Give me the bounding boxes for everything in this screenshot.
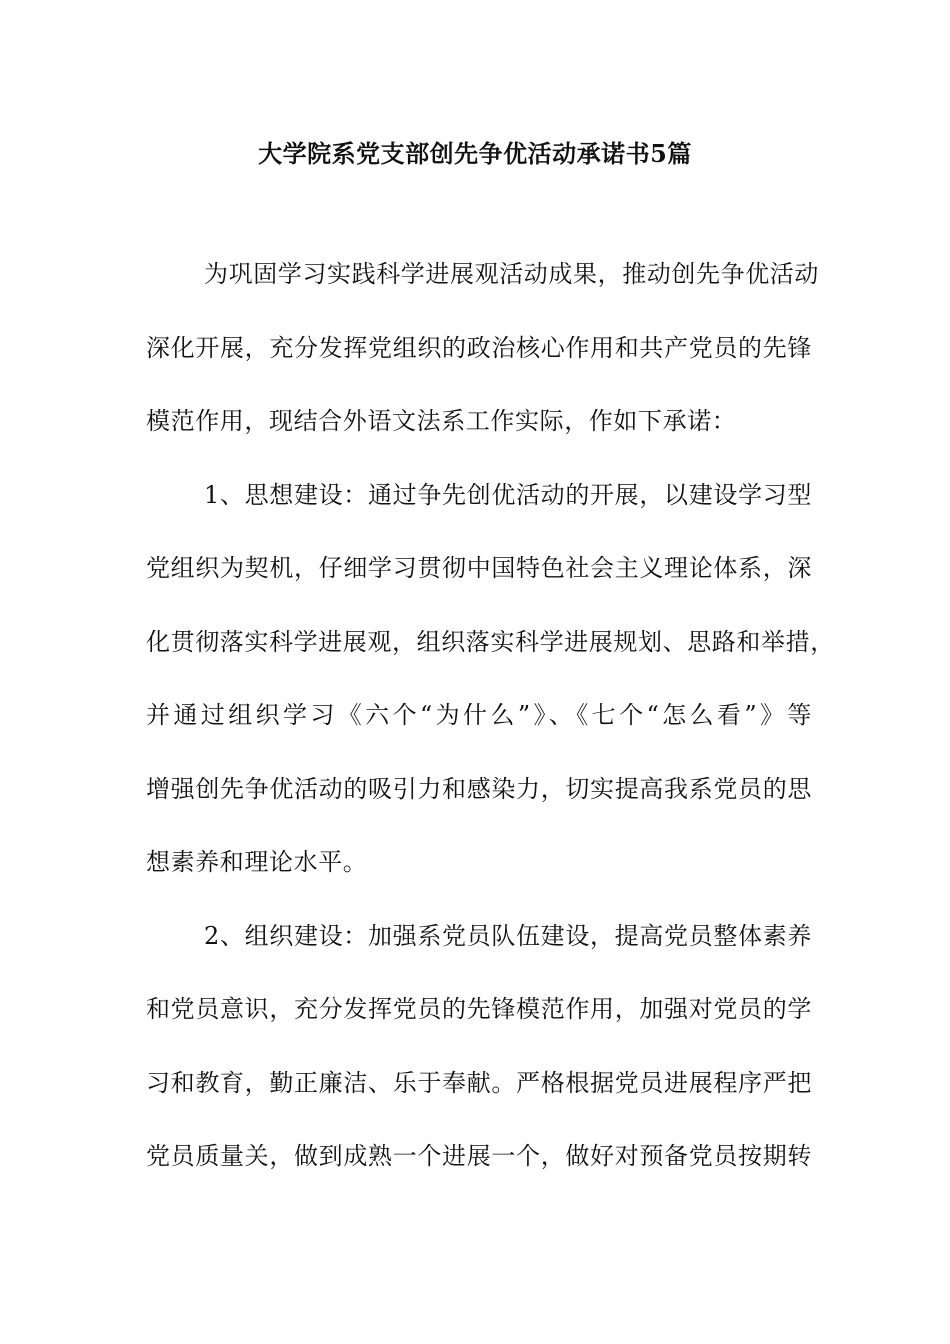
document-title: 大学院系党支部创先争优活动承诺书5篇 [258, 139, 692, 168]
paragraph-line: 党组织为契机，仔细学习贯彻中国特色社会主义理论体系，深 [146, 554, 812, 582]
paragraph-line: 为巩固学习实践科学进展观活动成果，推动创先争优活动 [204, 260, 819, 288]
paragraph-line: 增强创先争优活动的吸引力和感染力，切实提高我系党员的思 [146, 774, 812, 803]
paragraph-line: 习和教育，勤正廉洁、乐于奉献。严格根据党员进展程序严把 [146, 1068, 812, 1097]
paragraph-line: 想素养和理论水平。 [146, 848, 368, 876]
document-body [146, 254, 835, 1210]
paragraph-line: 化贯彻落实科学进展观，组织落实科学进展规划、思路和举措， [146, 627, 835, 656]
paragraph-line: 和党员意识，充分发挥党员的先锋模范作用，加强对党员的学 [146, 995, 812, 1023]
paragraph-line: 深化开展，充分发挥党组织的政治核心作用和共产党员的先锋 [146, 333, 812, 362]
paragraph-line: 模范作用，现结合外语文法系工作实际，作如下承诺： [146, 407, 737, 435]
paragraph-line: 2、组织建设：加强系党员队伍建设，提高党员整体素养 [204, 921, 812, 950]
paragraph-line: 党员质量关，做到成熟一个进展一个，做好对预备党员按期转 [146, 1142, 812, 1170]
paragraph-line: 并通过组织学习《六个“为什么”》、《七个“怎么看”》等 [146, 701, 812, 729]
paragraph-line: 1、思想建设：通过争先创优活动的开展，以建设学习型 [204, 480, 812, 509]
